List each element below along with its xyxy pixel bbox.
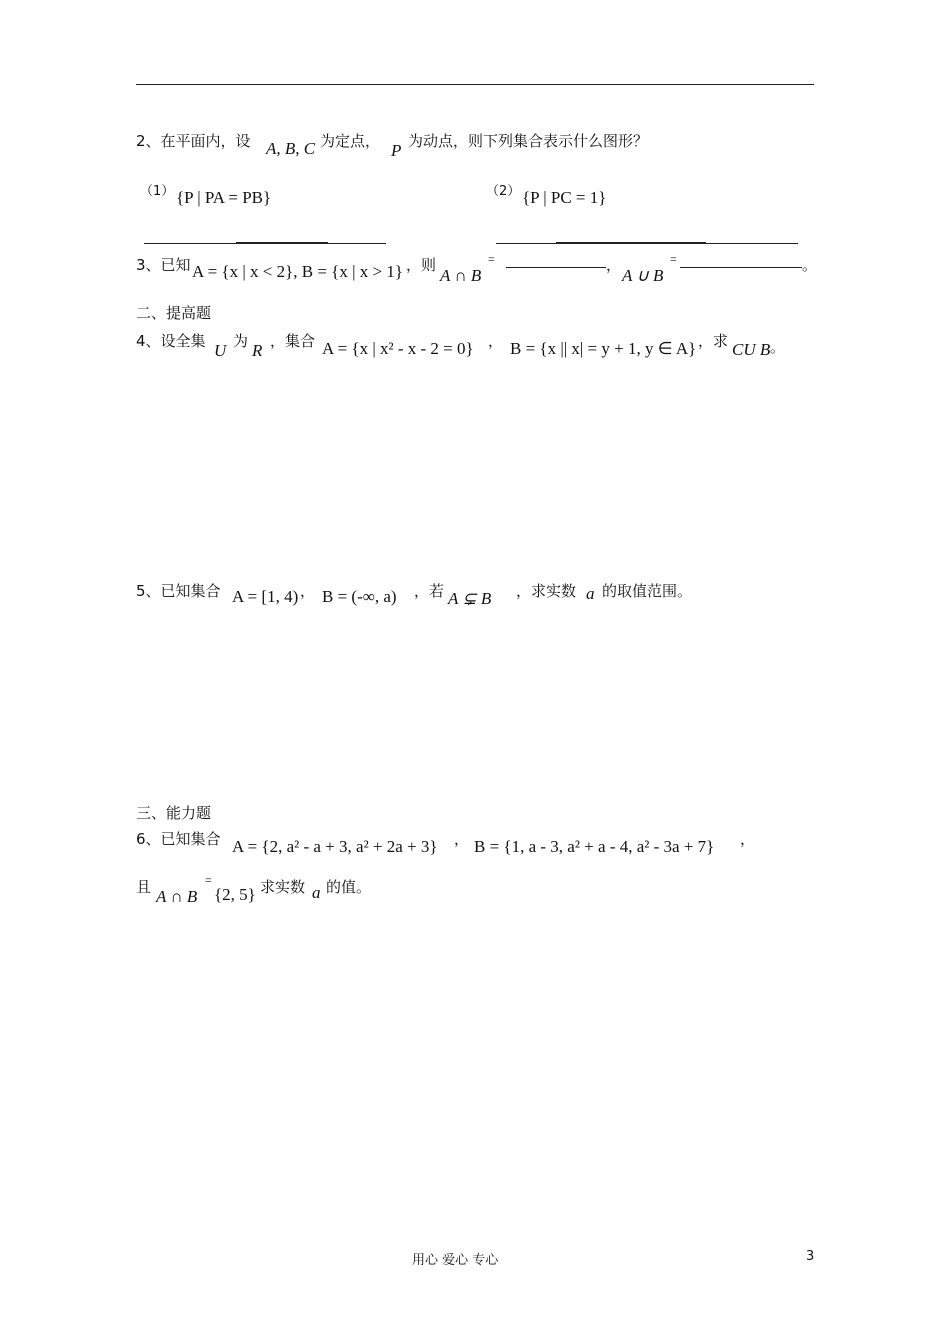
q6-end: 的值。 (326, 878, 372, 896)
q6-sep: ， (454, 830, 470, 848)
q6-variable-a: a (312, 883, 321, 902)
q5-set-a: A = [1, 4) (232, 587, 299, 606)
q3-eq2: = (670, 252, 677, 266)
q2-sub2-label: （2） (486, 184, 521, 199)
q2-sub2-expr: {P | PC = 1} (522, 188, 607, 207)
q5-end: 的取值范围。 (602, 582, 693, 600)
q5-sep: ， (300, 582, 316, 600)
q3-prefix: 3、已知 (136, 256, 191, 274)
q3-then: ，则 (406, 256, 437, 274)
q3-answer-line-1[interactable] (506, 267, 606, 268)
q3-comma: ， (606, 256, 622, 274)
q4-set-a: A = {x | x² - x - 2 = 0} (322, 339, 474, 358)
q2-mid: 为定点， (320, 132, 381, 150)
q5-ruo: ，若 (414, 582, 445, 600)
q5-qiu: ，求实数 (516, 582, 577, 600)
q2-sub1-expr: {P | PA = PB} (176, 188, 272, 207)
q4-sep: ， (488, 332, 504, 350)
q4-universal-u: U (214, 341, 227, 360)
q6-set-a: A = {2, a² - a + 3, a² + 2a + 3} (232, 837, 438, 856)
q5-prefix: 5、已知集合 (136, 582, 221, 600)
section-2-title: 二、提高题 (136, 304, 212, 322)
q2-point-p: P (391, 141, 402, 160)
q3-union: A ∪ B (622, 266, 664, 285)
q4-complement: CU B (732, 340, 771, 359)
q4-r: R (252, 341, 263, 360)
q2-suffix: 为动点，则下列集合表示什么图形？ (408, 132, 649, 150)
q3-end: 。 (802, 256, 818, 274)
q4-set-b: B = {x || x| = y + 1, y ∈ A} (510, 339, 697, 358)
page-number: 3 (806, 1249, 815, 1264)
q6-set-b: B = {1, a - 3, a² + a - 4, a² - 3a + 7} (474, 837, 715, 856)
q6-qie: 且 (136, 878, 152, 896)
q3-sets: A = {x | x < 2}, B = {x | x > 1} (192, 262, 403, 281)
q6-sep2: ， (740, 830, 756, 848)
q5-variable-a: a (586, 584, 595, 603)
q6-qiu: 求实数 (260, 878, 306, 896)
q3-eq: = (488, 252, 495, 266)
q5-set-b: B = (-∞, a) (322, 587, 397, 606)
q2-answer-line-1-mark (236, 242, 328, 244)
q2-sub1-label: （1） (140, 184, 175, 199)
q3-intersection: A ∩ B (440, 266, 482, 285)
q6-eq: = (205, 873, 212, 887)
q2-answer-line-2-mark (556, 242, 706, 244)
q6-intersection: A ∩ B (156, 887, 198, 906)
q4-prefix: 4、设全集 (136, 332, 206, 350)
q2-prefix: 2、在平面内，设 (136, 132, 251, 150)
section-3-title: 三、能力题 (136, 804, 212, 822)
q4-end: 。 (770, 338, 786, 356)
footer-motto: 用心 爱心 专心 (412, 1253, 499, 1268)
q4-qiu: ，求 (698, 332, 729, 350)
q6-value: {2, 5} (214, 885, 256, 904)
q6-prefix: 6、已知集合 (136, 830, 221, 848)
q3-answer-line-2[interactable] (680, 267, 802, 268)
q4-wei: 为 (233, 332, 249, 350)
header-rule (136, 84, 814, 85)
q4-mid: ，集合 (270, 332, 316, 350)
q2-points-abc: A, B, C (266, 139, 316, 158)
q5-relation: A ⊊ B (448, 589, 492, 608)
